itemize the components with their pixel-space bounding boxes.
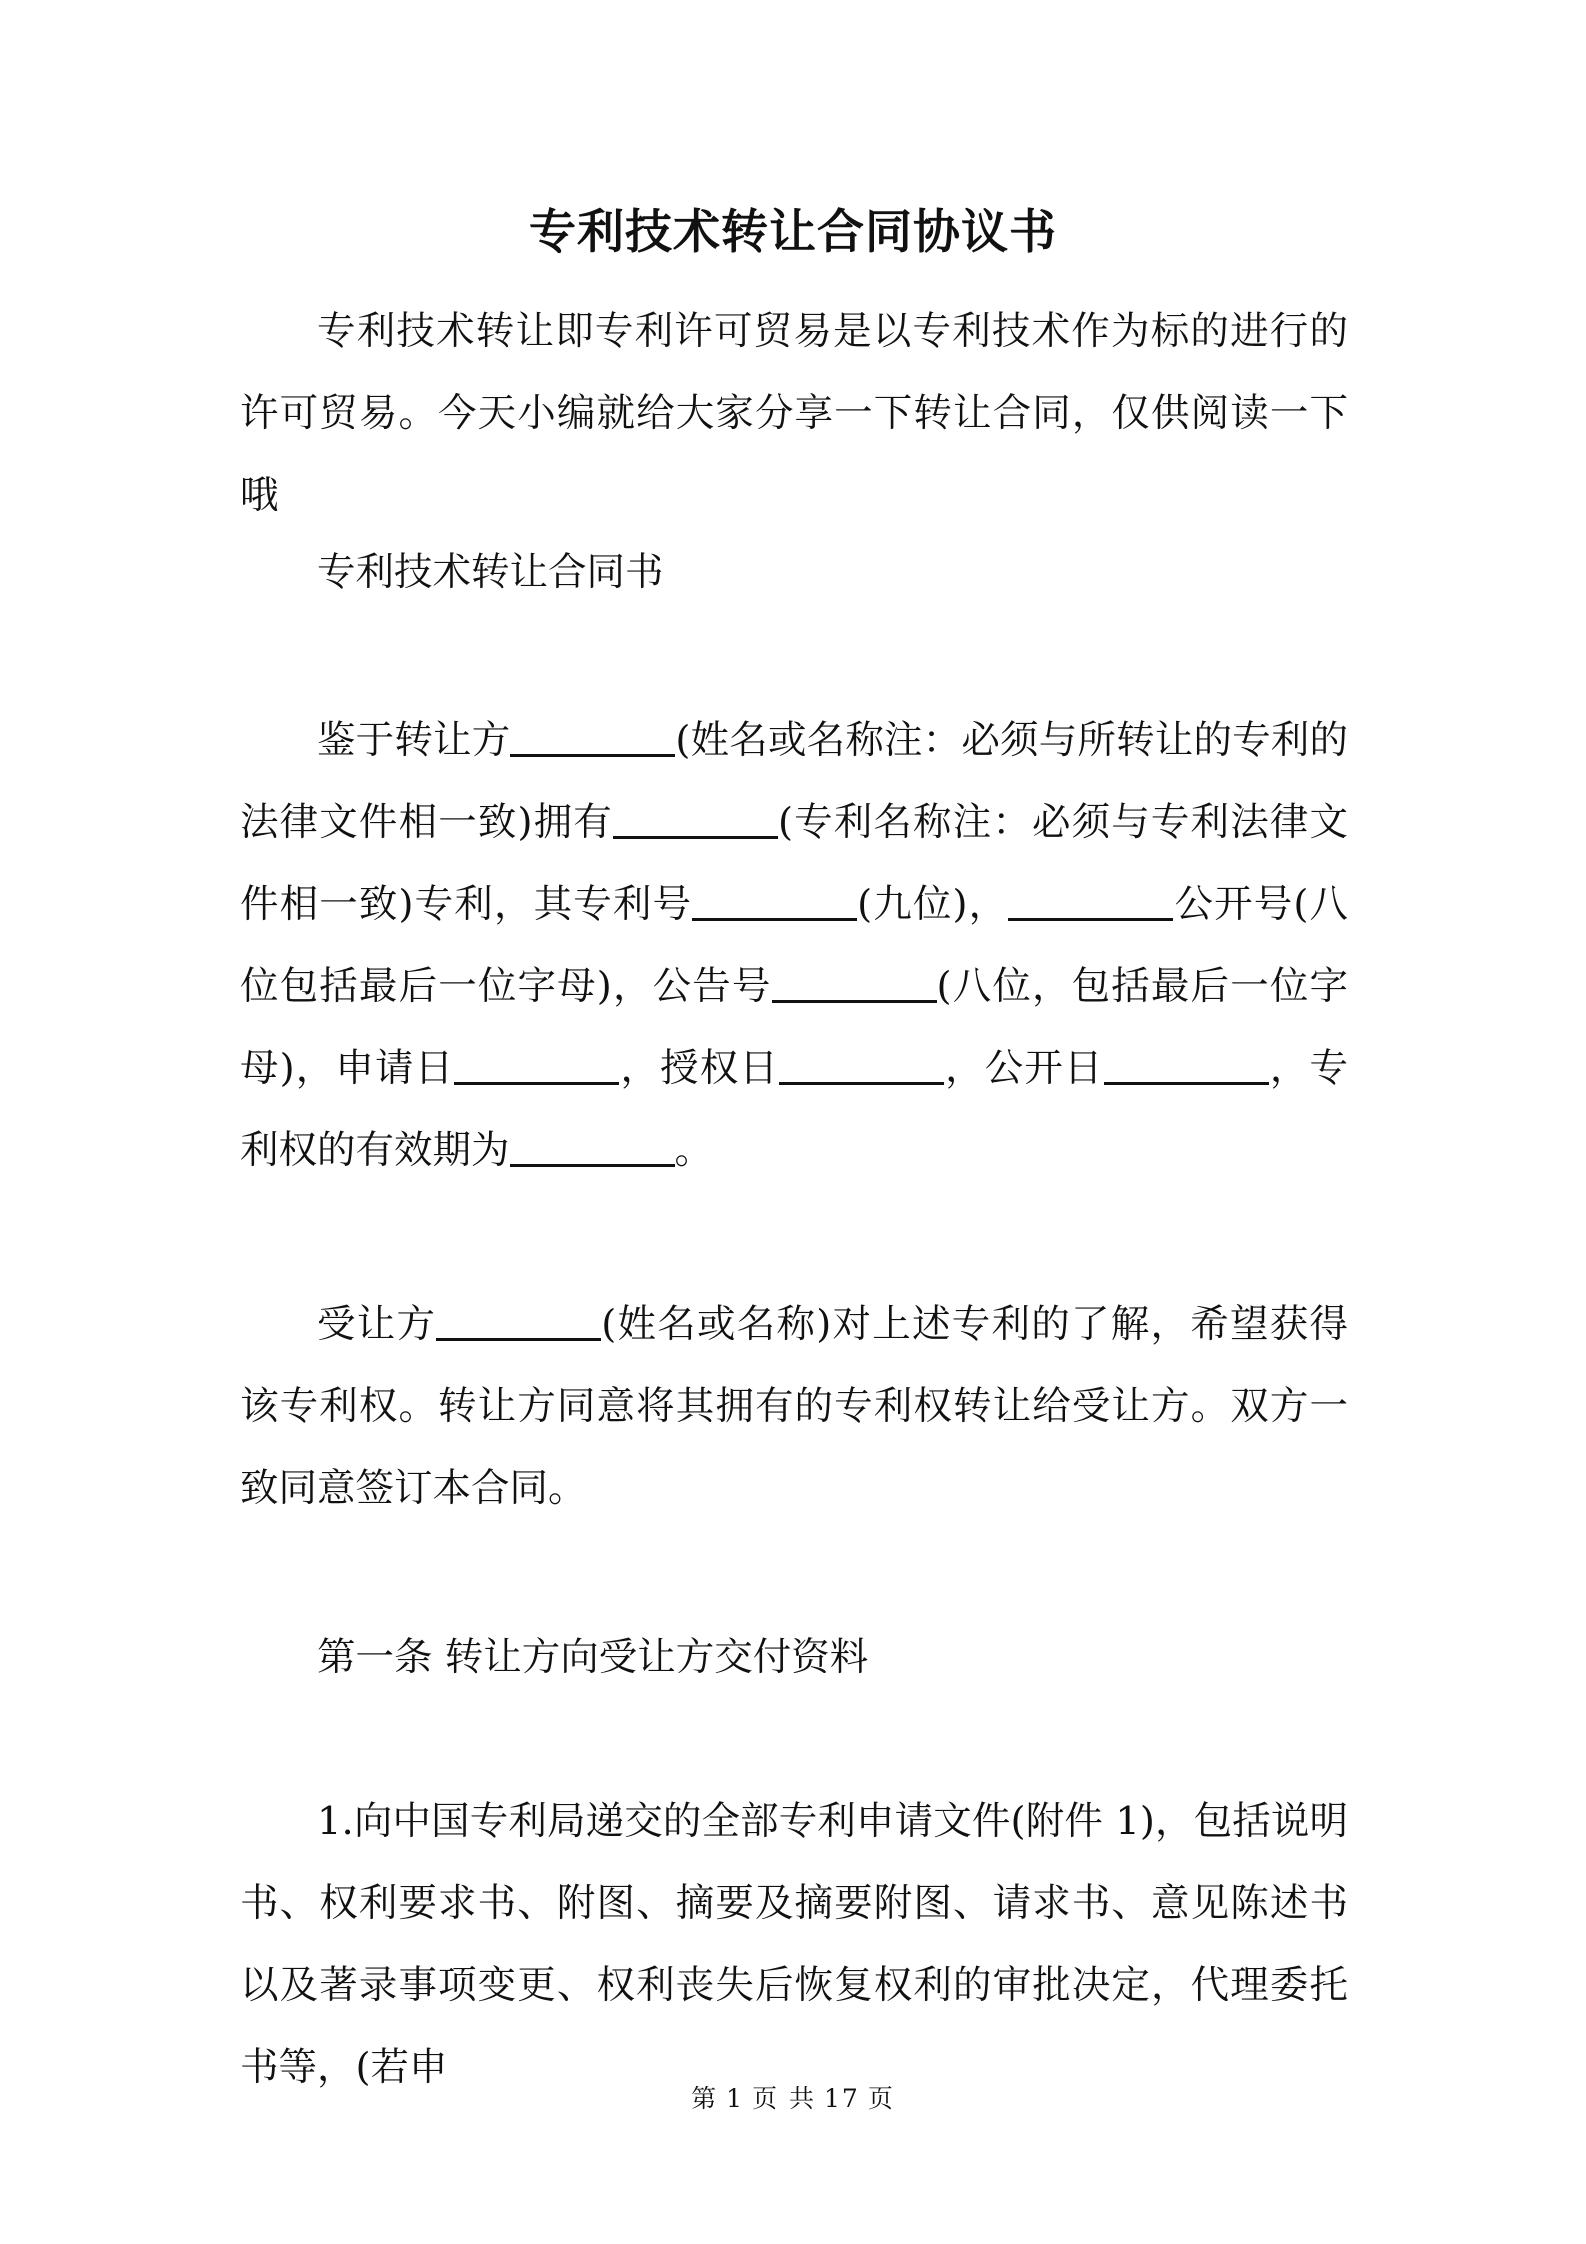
recital-text-9: ，专利权的有效期为 <box>240 1046 1348 1173</box>
transferee-text-2: (姓名或名称)对上述专利的了解，希望获得该专利权。转让方同意将其拥有的专利权转让给受让方。双方一致同意签订本合同。 <box>240 1302 1348 1511</box>
recital-text-10: 。 <box>674 1128 714 1173</box>
footer-suffix: 页 <box>867 2084 895 2113</box>
footer-total-pages: 17 <box>824 2084 860 2113</box>
transferee-text-1: 受让方 <box>317 1302 437 1347</box>
article-1-heading: 第一条 转让方向受让方交付资料 <box>317 1635 869 1680</box>
intro-paragraph: 专利技术转让即专利许可贸易是以专利技术作为标的进行的许可贸易。今天小编就给大家分享一下转让合同，仅供阅读一下哦 <box>240 309 1348 518</box>
grant-date-blank[interactable] <box>779 1046 944 1085</box>
recital-text-6: (八位，包括最后一位字母)，申请日 <box>240 964 1348 1091</box>
footer-mid: 页 共 <box>752 2084 817 2113</box>
publication-date-blank[interactable] <box>1104 1046 1269 1085</box>
announcement-number-blank[interactable] <box>772 964 937 1003</box>
footer-prefix: 第 <box>691 2084 719 2113</box>
page-footer <box>0 2082 1586 2116</box>
recital-text-2: (姓名或名称注：必须与所转让的专利的法律文件相一致)拥有 <box>240 718 1348 845</box>
transferee-paragraph <box>240 1284 1348 1530</box>
recital-text-3: (专利名称注：必须与专利法律文件相一致)专利，其专利号 <box>240 800 1348 927</box>
validity-period-blank[interactable] <box>510 1128 675 1167</box>
recital-text-8: ，公开日 <box>944 1046 1104 1091</box>
publication-number-blank[interactable] <box>1008 882 1173 921</box>
recital-text-1: 鉴于转让方 <box>317 718 511 763</box>
transferor-name-blank[interactable] <box>510 718 675 757</box>
recital-text-7: ，授权日 <box>619 1046 780 1091</box>
transferee-name-blank[interactable] <box>436 1302 601 1341</box>
recital-text-5: 公开号(八位包括最后一位字母)，公告号 <box>240 882 1348 1009</box>
recital-paragraph <box>240 700 1348 1192</box>
patent-name-blank[interactable] <box>613 800 778 839</box>
recital-text-4: (九位)， <box>857 882 1009 927</box>
footer-current-page: 1 <box>726 2084 745 2113</box>
contract-heading: 专利技术转让合同书 <box>317 550 664 595</box>
article-1-item-1: 1.向中国专利局递交的全部专利申请文件(附件 1)，包括说明书、权利要求书、附图、摘要及摘要附图、请求书、意见陈述书以及著录事项变更、权利丧失后恢复权利的审批决定，代理委托书等，(若申 <box>240 1799 1348 2090</box>
application-date-blank[interactable] <box>454 1046 619 1085</box>
patent-number-blank[interactable] <box>692 882 857 921</box>
document-title: 专利技术转让合同协议书 <box>529 205 1057 260</box>
